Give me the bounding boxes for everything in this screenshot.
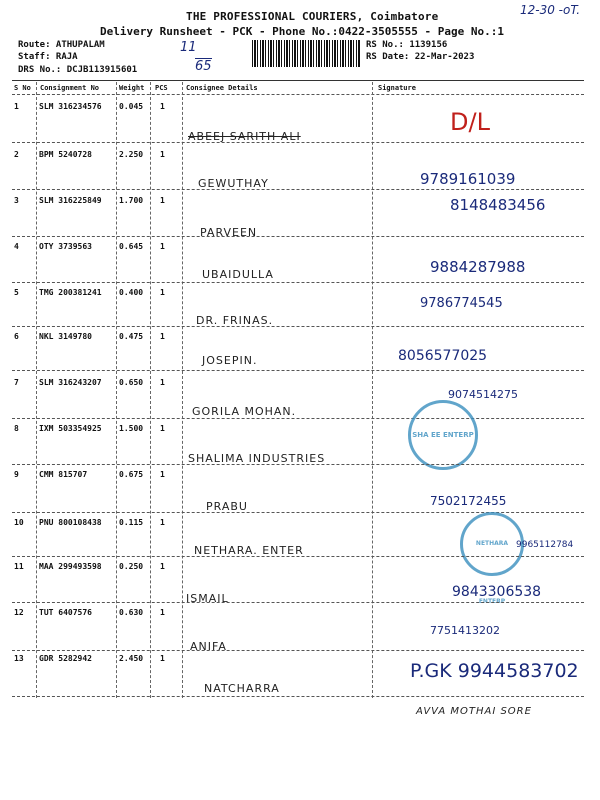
row-pcs: 1 (160, 150, 165, 159)
row-weight: 0.475 (119, 332, 144, 341)
row-divider (12, 556, 584, 557)
company-stamp: NETHARA ENTERP (460, 512, 524, 576)
row-pcs: 1 (160, 562, 165, 571)
signature: 9965112784 (516, 540, 574, 550)
row-weight: 0.645 (119, 242, 144, 251)
row-sno: 4 (14, 242, 19, 251)
signature: 8148483456 (450, 196, 546, 214)
row-pcs: 1 (160, 518, 165, 527)
row-pcs: 1 (160, 424, 165, 433)
runsheet-title: Delivery Runsheet - PCK - Phone No.:0422-3505555 - Page No.:1 (100, 25, 504, 38)
row-pcs: 1 (160, 654, 165, 663)
consignee-name: DR. FRINAS. (196, 314, 274, 327)
col-divider (36, 82, 37, 698)
consignee-name: NETHARA. ENTER (194, 544, 304, 557)
signature: D/L (450, 108, 490, 136)
route-label: Route: ATHUPALAM (18, 40, 105, 50)
row-weight: 2.450 (119, 654, 144, 663)
signature: 7751413202 (430, 624, 500, 637)
row-pcs: 1 (160, 196, 165, 205)
row-consignment: TUT 6407576 (39, 608, 92, 617)
row-pcs: 1 (160, 332, 165, 341)
row-consignment: TMG 200381241 (39, 288, 102, 297)
row-weight: 0.650 (119, 378, 144, 387)
drs-number: DRS No.: DCJB113915601 (18, 65, 138, 75)
row-sno: 8 (14, 424, 19, 433)
handwritten-count-2: 65 (195, 59, 212, 74)
col-header-sno: S No (14, 84, 31, 92)
signature: 7502172455 (430, 494, 507, 508)
row-divider (12, 370, 584, 371)
row-consignment: MAA 299493598 (39, 562, 102, 571)
staff-label: Staff: RAJA (18, 52, 78, 62)
row-weight: 0.250 (119, 562, 144, 571)
row-divider (12, 602, 584, 603)
footer-handwritten-note: AVVA MOTHAI SORE (416, 706, 532, 717)
row-consignment: SLM 316225849 (39, 196, 102, 205)
consignee-name: ABEEJ SARITH ALI (188, 130, 301, 143)
row-sno: 10 (14, 518, 24, 527)
row-divider (12, 418, 584, 419)
row-pcs: 1 (160, 470, 165, 479)
col-header-pcs: PCS (155, 84, 168, 92)
signature: 9843306538 (452, 584, 542, 600)
col-header-consignee: Consignee Details (186, 84, 258, 92)
consignee-name: PARVEEN (200, 226, 258, 239)
handwritten-date: 12-30 -oT. (520, 3, 581, 17)
consignee-name: GEWUTHAY (198, 177, 269, 190)
row-pcs: 1 (160, 378, 165, 387)
col-divider (372, 82, 373, 698)
row-sno: 3 (14, 196, 19, 205)
row-consignment: CMM 815707 (39, 470, 88, 479)
row-consignment: BPM 5240728 (39, 150, 92, 159)
row-sno: 5 (14, 288, 19, 297)
row-consignment: IXM 503354925 (39, 424, 102, 433)
row-sno: 1 (14, 102, 19, 111)
row-pcs: 1 (160, 102, 165, 111)
row-weight: 0.400 (119, 288, 144, 297)
consignee-name: SHALIMA INDUSTRIES (188, 452, 326, 465)
row-divider (12, 282, 584, 283)
row-divider (12, 650, 584, 651)
row-pcs: 1 (160, 242, 165, 251)
consignee-name: ANIFA (190, 640, 227, 653)
col-divider (150, 82, 151, 698)
consignee-name: ISMAIL (186, 592, 229, 605)
row-consignment: PNU 800108438 (39, 518, 102, 527)
row-weight: 0.630 (119, 608, 144, 617)
consignee-name: JOSEPIN. (202, 354, 258, 367)
row-sno: 7 (14, 378, 19, 387)
table-top-border (12, 80, 584, 81)
row-weight: 0.115 (119, 518, 144, 527)
rs-number: RS No.: 1139156 (366, 40, 448, 50)
signature: 8056577025 (398, 348, 488, 364)
row-weight: 0.045 (119, 102, 144, 111)
barcode (252, 40, 360, 67)
signature: 9786774545 (420, 296, 503, 311)
consignee-name: UBAIDULLA (202, 268, 274, 281)
row-consignment: SLM 316243207 (39, 378, 102, 387)
handwritten-count: 11 (180, 40, 197, 55)
row-divider (12, 464, 584, 465)
signature: P.GK 9944583702 (410, 660, 579, 682)
row-weight: 0.675 (119, 470, 144, 479)
row-consignment: SLM 316234576 (39, 102, 102, 111)
row-divider (12, 236, 584, 237)
row-sno: 11 (14, 562, 24, 571)
row-pcs: 1 (160, 608, 165, 617)
company-name: THE PROFESSIONAL COURIERS, Coimbatore (186, 10, 439, 23)
row-consignment: GDR 5282942 (39, 654, 92, 663)
signature: 9884287988 (430, 258, 526, 276)
header-separator (12, 94, 584, 95)
row-divider (12, 696, 584, 697)
consignee-name: PRABU (206, 500, 248, 513)
row-weight: 1.500 (119, 424, 144, 433)
signature: 9789161039 (420, 170, 516, 188)
signature: 9074514275 (448, 388, 518, 401)
col-divider (116, 82, 117, 698)
consignee-name: GORILA MOHAN. (192, 405, 297, 418)
rs-date: RS Date: 22-Mar-2023 (366, 52, 475, 62)
col-header-signature: Signature (378, 84, 416, 92)
row-sno: 13 (14, 654, 24, 663)
col-header-weight: Weight (119, 84, 145, 92)
row-sno: 12 (14, 608, 24, 617)
row-divider (12, 326, 584, 327)
row-sno: 9 (14, 470, 19, 479)
row-consignment: NKL 3149780 (39, 332, 92, 341)
row-divider (12, 189, 584, 190)
col-divider (182, 82, 183, 698)
row-weight: 1.700 (119, 196, 144, 205)
company-stamp: SHA EE ENTERP (408, 400, 478, 470)
consignee-name: NATCHARRA (204, 682, 280, 695)
row-sno: 2 (14, 150, 19, 159)
row-weight: 2.250 (119, 150, 144, 159)
row-divider (12, 142, 584, 143)
row-sno: 6 (14, 332, 19, 341)
row-pcs: 1 (160, 288, 165, 297)
col-header-consignment: Consignment No (40, 84, 100, 92)
row-consignment: OTY 3739563 (39, 242, 92, 251)
